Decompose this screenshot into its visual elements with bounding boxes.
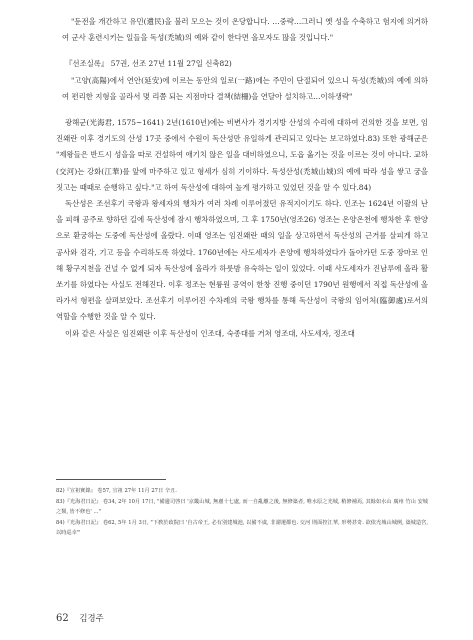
author-name: 김경주 [79, 613, 104, 623]
page-number: 62 [56, 613, 69, 624]
page-footer [56, 612, 104, 624]
footnote-divider [56, 479, 166, 480]
footnote-83: 83)『光海君日記』 卷34, 2年 10月 17日, "備邊司啓曰 '京畿山城, 無慮十七處, 而一自亂離之後, 無修築者, 唯水原之禿城, 稍修補焉, 其餘如水山 廣州 竹山 安城 之類, 皆不修也' ..." [56, 498, 428, 516]
paragraph-2: 독산성은 조선후기 국왕과 왕세자의 행차가 여러 차례 이루어졌던 유적지이기도 하다. 인조는 1624년 이괄의 난을 피해 공주로 향하던 길에 독산성에 잠시 행차하였으며, 그 후 1750년(영조26) 영조는 온양온천에 행차한 후 한양으로 환궁하는 도중에 독산성에 올랐다. 이때 영조는 임진왜란 때의 일을 상고하면서 독산성의 근거를 살피게 하고 공사와 검각, 기고 등을 수리하도록 하였다. 1760년에는 사도세자가 온양에 행차하였다가 돌아가던 도중 장마로 인해 황구지천을 건널 수 없게 되자 독산성에 올라가 하룻밤 유숙하는 일이 있었다. 이때 사도세자가 진남루에 올라 활쏘기를 하였다는 사실도 전해진다. 이후 정조는 현륭원 공역이 한창 진행 중이던 1790년 원행에서 직접 독산성에 올라가서 형편을 살펴보았다. 조선후기 이루어진 수차례의 국왕 행차를 통해 독산성이 국왕의 임어처(臨御處)로서의 역할을 수행한 것을 알 수 있다. [56, 199, 428, 322]
paragraph-1: 광해군(光海君, 1575~1641) 2년(1610년)에는 비변사가 경기지방 산성의 수리에 대하여 건의한 것을 보면, 임진왜란 이후 경기도의 산성 17곳 중에서 수원이 독산성만 유일하게 관리되고 있다는 보고하였다.83) 또한 광해군은 "제왕들은 반드시 성을을 따로 건설하여 애기치 않은 일을 대비하였으니, 도읍 옮기는 것을 이르는 것이 아니다. 교하(交河)는 강화(江華)를 앞에 마주하고 있고 형세가 심히 기이하다. 독성산성(禿城山城)의 예에 따라 성을 쌓고 궁을 짓고는 때때로 순행하고 싶다."고 하여 독산성에 대하여 높게 평가하고 있었던 것을 알 수 있다.84) [56, 118, 428, 192]
quote-block-1: "둔전을 개간하고 유민(遺民)을 불러 모으는 것이 온당합니다. …중략…그러니 옛 성을 수축하고 험지에 의거하여 군사 훈련시키는 일들을 독성(禿城)의 예와 같이 한다면 올모자도 많을 것입니다." [62, 17, 428, 43]
footnotes [56, 486, 428, 539]
citation-1: 『선조실록』 57권, 선조 27년 11월 27일 신축82) [65, 59, 232, 69]
footnote-82: 82)『宣祖實錄』 卷57, 宣祖 27年 11月 27日 辛丑. [56, 488, 177, 494]
paragraph-3: 이와 같은 사실은 임진왜란 이후 독산성이 인조대, 숙종대를 거쳐 영조대, 사도세자, 정조대 [65, 328, 355, 338]
main-text [56, 14, 428, 342]
footnote-84: 84)『光海君日記』 卷62, 5年 1月 3日, "下敎於政院曰 '自古帝王, 必有別建城池, 以備不虞, 非謂遷都也. 交河 則面控江華, 形勢甚奇. 欲依禿城山城例, 築城造宮, 以時巡幸'" [56, 519, 428, 537]
quote-block-2: "고양(高陽)에서 연안(延安)에 이르는 동안의 일로(一路)에는 주민이 단절되어 있으니 독성(禿城)의 예에 의하여 편리한 지형을 골라서 몇 리쯤 되는 지점마다 결책(結柵)을 연달아 설치하고…이하생략" [62, 75, 428, 101]
